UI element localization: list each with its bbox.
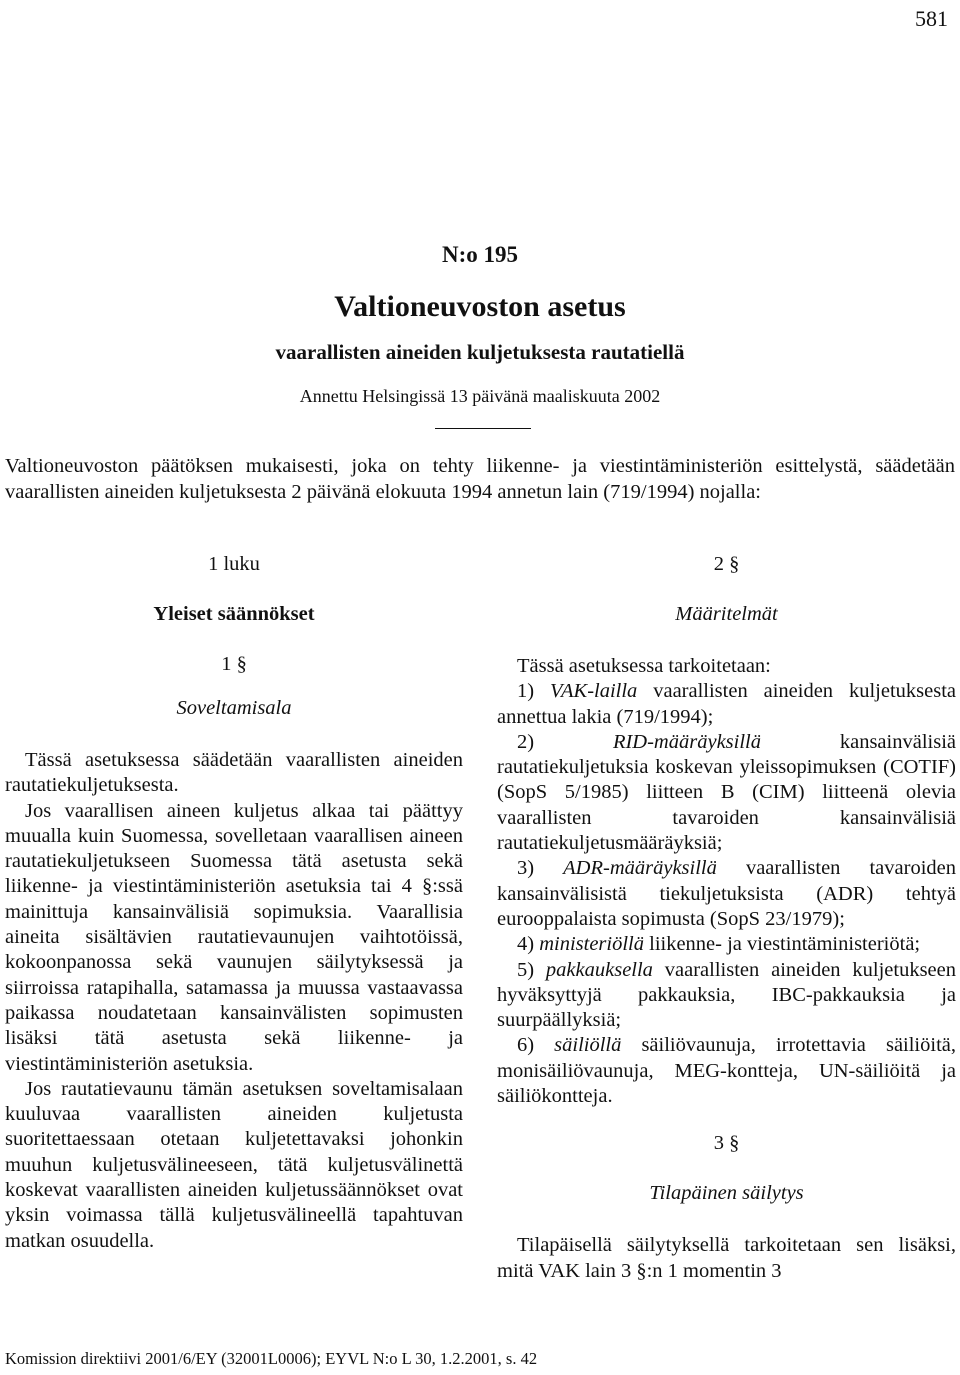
definition-number: 6)	[517, 1034, 555, 1057]
definition-number: 4)	[517, 933, 540, 956]
section-1-paragraph: Tässä asetuksessa säädetään vaarallisten aineiden rautatiekuljetuksesta.	[5, 749, 463, 797]
definition-number: 5)	[517, 958, 546, 981]
section-2-number: 2 §	[713, 553, 740, 575]
definition-text: vaarallisten tavaroiden kansainvälisistä tiekuljetuksista (ADR) tehtyä eurooppalaista sopimusta (SopS 23/1979);	[497, 857, 956, 930]
footnote: Komission direktiivi 2001/6/EY (32001L0006); EYVL N:o L 30, 1.2.2001, s. 42	[5, 1349, 538, 1368]
definition-term: VAK-lailla	[550, 680, 638, 703]
section-3-number: 3 §	[713, 1132, 740, 1155]
left-column	[5, 552, 463, 1254]
section-1-paragraph: Jos rautatievaunu tämän asetuksen soveltamisalaan kuuluvaa vaarallisten aineiden kuljetusta suoritettaessaan otetaan kuljetettavaksi johonkin muuhun kuljetusvälineeseen, tätä kuljetusvälinettä koskevat vaarallisten aineiden kuljetussäännökset ovat yksin voimassa tällä kuljetusvälineellä tapahtuvan matkan osuudella.	[5, 1077, 463, 1252]
definition-list	[497, 679, 956, 1109]
definition-item	[497, 1033, 956, 1109]
definition-item	[497, 679, 956, 730]
definition-term: ministeriöllä	[539, 933, 644, 956]
definition-item	[497, 958, 956, 1034]
definition-term: säiliöllä	[554, 1034, 622, 1057]
section-3-paragraph: Tilapäisellä säilytyksellä tarkoitetaan sen lisäksi, mitä VAK lain 3 §:n 1 momentin 3	[497, 1234, 956, 1282]
definition-term: pakkauksella	[545, 958, 653, 981]
chapter-title: Yleiset säännökset	[153, 603, 315, 625]
section-3-title: Tilapäinen säilytys	[649, 1182, 804, 1205]
definition-number: 3)	[517, 857, 564, 880]
document-subtitle: vaarallisten aineiden kuljetuksesta rautatiellä	[275, 340, 685, 364]
definition-number: 2)	[517, 730, 613, 753]
document-title: Valtioneuvoston asetus	[334, 290, 626, 323]
definition-text: vaarallisten aineiden kuljetuksesta annettua lakia (719/1994);	[497, 680, 956, 728]
preamble: Valtioneuvoston päätöksen mukaisesti, joka on tehty liikenne- ja viestintäministeriön esittelystä, säädetään vaarallisten aineiden kuljetuksesta 2 päivänä elokuuta 1994 annetun lain (719/1994) nojalla:	[5, 455, 955, 503]
section-1-number: 1 §	[221, 653, 247, 675]
definition-number: 1)	[517, 680, 550, 703]
section-1-paragraph: Jos vaarallisen aineen kuljetus alkaa tai päättyy muualla kuin Suomessa, sovelletaan vaarallisen aineen rautatiekuljetukseen Suomessa tätä asetusta sekä liikenne- ja viestintäministeriön asetuksia tai 4 §:ssä mainittuja kansainvälisiä sopimuksia. Vaarallisia aineita sisältävien rautatievaunujen vaihtotöissä, kokoonpanossa sekä vaunujen säilytyksessä ja siirroissa ratapihalla, satamassa ja muussa vastaavassa paikassa noudatetaan kansainvälisten sopimusten lisäksi tätä asetusta sekä liikenne- ja viestintäministeriön asetuksia.	[5, 799, 463, 1075]
page-number: 581	[915, 6, 948, 31]
definition-item	[497, 932, 956, 957]
definition-text: kansainvälisiä rautatiekuljetuksia koskevan yleissopimuksen (COTIF) (SopS 5/1985) liitteen B (CIM) liitteenä olevia vaarallisten tavaroiden kansainvälisiä rautatiekuljetusmääräyksiä;	[497, 730, 956, 855]
definition-term: ADR-määräyksillä	[563, 857, 717, 880]
definition-text: säiliövaunuja, irrotettavia säiliöitä, monisäiliövaunuja, MEG-kontteja, UN-säiliöitä ja säiliökontteja.	[497, 1034, 956, 1108]
section-2-title: Määritelmät	[675, 603, 778, 625]
definition-item	[497, 856, 956, 932]
section-1-title: Soveltamisala	[176, 697, 292, 719]
date-line: Annettu Helsingissä 13 päivänä maaliskuuta 2002	[299, 386, 661, 406]
definition-item	[497, 730, 956, 856]
definition-text: liikenne- ja viestintäministeriötä;	[644, 933, 921, 956]
document-number: N:o 195	[441, 242, 519, 267]
definition-term: RID-määräyksillä	[612, 730, 761, 753]
right-column	[497, 552, 956, 1284]
section-2-intro: Tässä asetuksessa tarkoitetaan:	[517, 655, 771, 677]
definition-text: vaarallisten aineiden kuljetukseen hyväksyttyjä pakkauksia, IBC-pakkauksia ja suurpäällyksiä;	[497, 958, 956, 1032]
chapter-number: 1 luku	[208, 553, 260, 575]
title-divider	[435, 428, 531, 429]
